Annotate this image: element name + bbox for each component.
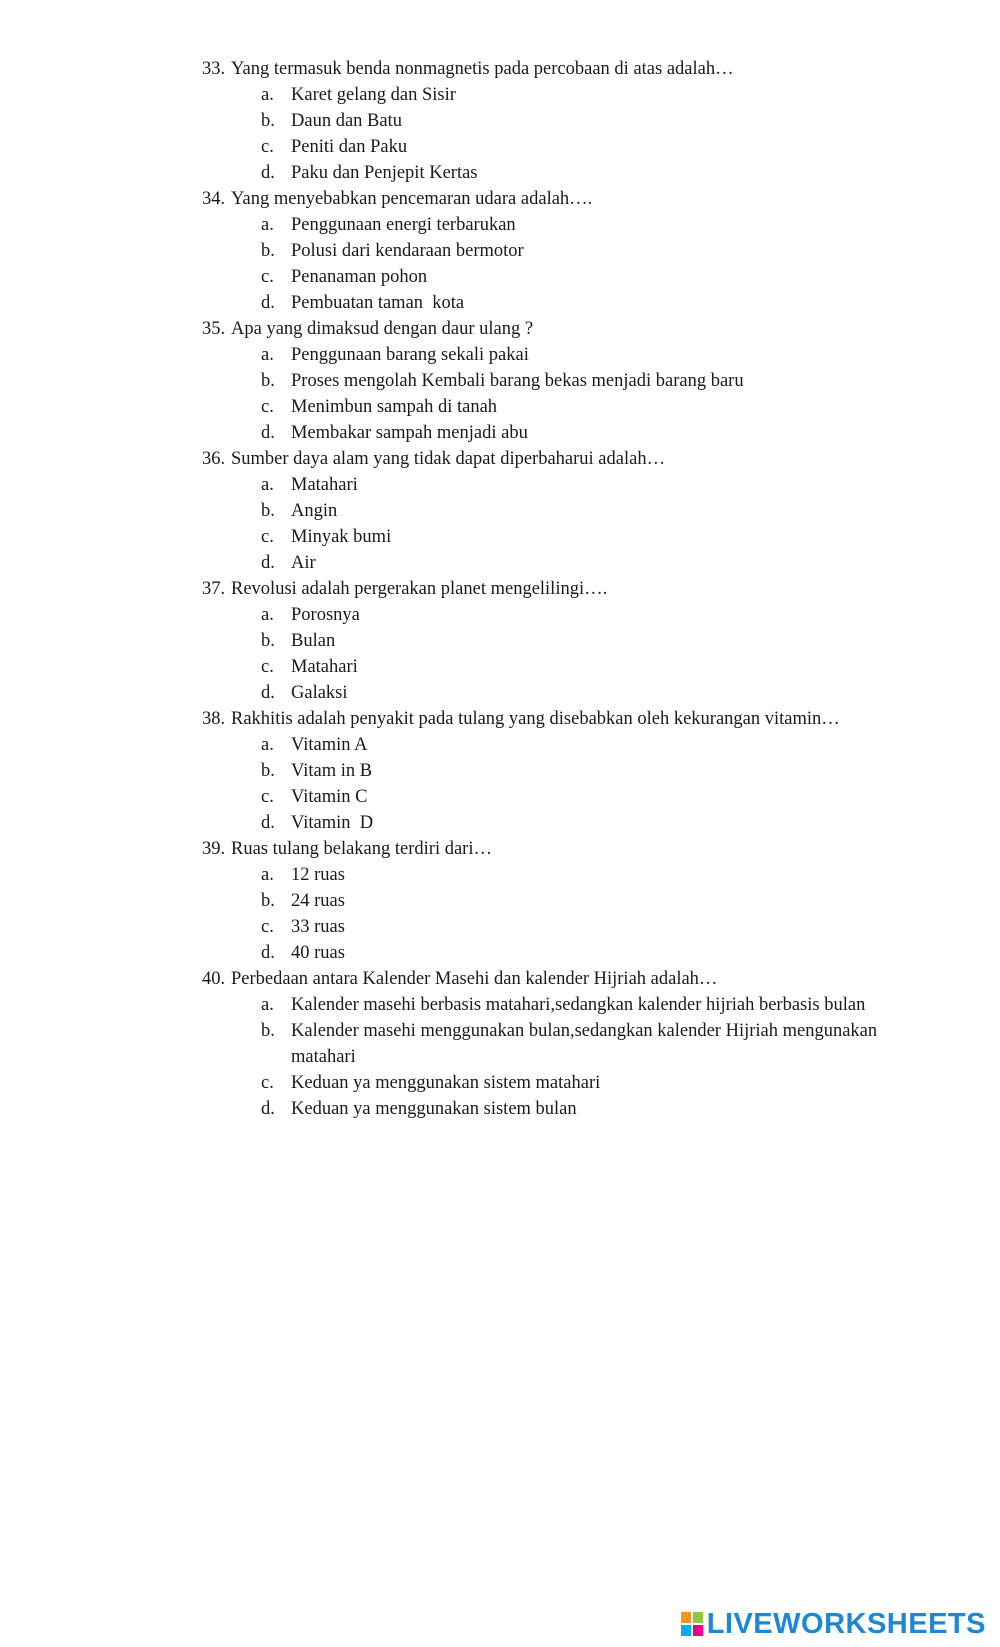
- option-letter: d.: [261, 423, 275, 443]
- option-list: [202, 82, 922, 186]
- question-number: 35.: [202, 319, 226, 339]
- option-letter: a.: [261, 345, 274, 365]
- option-text: Menimbun sampah di tanah: [291, 397, 498, 417]
- option-letter: c.: [261, 137, 274, 157]
- option-text: Paku dan Penjepit Kertas: [291, 163, 478, 183]
- option-text: Keduan ya menggunakan sistem matahari: [291, 1073, 601, 1093]
- question-item: [202, 446, 922, 576]
- question-item: [202, 56, 922, 186]
- option-letter: c.: [261, 657, 274, 677]
- question-list: [202, 56, 922, 1122]
- option-list: [202, 212, 922, 316]
- option-letter: b.: [261, 501, 275, 521]
- option-list: [202, 602, 922, 706]
- option-letter: a.: [261, 215, 274, 235]
- option-text: Pembuatan taman kota: [291, 293, 465, 313]
- question-text-row: [202, 706, 922, 732]
- option-list: [202, 342, 922, 446]
- answer-option: [202, 602, 922, 628]
- option-letter: c.: [261, 267, 274, 287]
- question-number: 40.: [202, 969, 226, 989]
- question-prompt: Yang termasuk benda nonmagnetis pada percobaan di atas adalah…: [231, 59, 734, 79]
- option-letter: b.: [261, 1021, 275, 1041]
- question-prompt: Ruas tulang belakang terdiri dari…: [231, 839, 492, 859]
- answer-option: [202, 290, 922, 316]
- option-text: Air: [291, 553, 316, 573]
- answer-option: [202, 108, 922, 134]
- option-letter: b.: [261, 761, 275, 781]
- question-prompt: Yang menyebabkan pencemaran udara adalah….: [231, 189, 593, 209]
- option-text: Keduan ya menggunakan sistem bulan: [291, 1099, 577, 1119]
- answer-option: [202, 498, 922, 524]
- answer-option: [202, 1018, 922, 1070]
- option-letter: d.: [261, 683, 275, 703]
- option-letter: b.: [261, 371, 275, 391]
- answer-option: [202, 680, 922, 706]
- answer-option: [202, 524, 922, 550]
- answer-option: [202, 342, 922, 368]
- answer-option: [202, 368, 922, 394]
- question-text-row: [202, 966, 922, 992]
- option-letter: b.: [261, 631, 275, 651]
- option-list: [202, 862, 922, 966]
- option-text: Polusi dari kendaraan bermotor: [291, 241, 524, 261]
- option-text: Penanaman pohon: [291, 267, 428, 287]
- question-text-row: [202, 576, 922, 602]
- option-letter: a.: [261, 605, 274, 625]
- answer-option: [202, 654, 922, 680]
- question-item: [202, 706, 922, 836]
- option-letter: a.: [261, 475, 274, 495]
- question-text-row: [202, 316, 922, 342]
- answer-option: [202, 628, 922, 654]
- option-text: Bulan: [291, 631, 336, 651]
- question-prompt: Revolusi adalah pergerakan planet mengelilingi….: [231, 579, 608, 599]
- option-letter: d.: [261, 163, 275, 183]
- option-letter: b.: [261, 891, 275, 911]
- answer-option: [202, 472, 922, 498]
- option-letter: a.: [261, 85, 274, 105]
- option-letter: b.: [261, 241, 275, 261]
- question-item: [202, 316, 922, 446]
- question-text-row: [202, 56, 922, 82]
- option-letter: c.: [261, 917, 274, 937]
- option-letter: b.: [261, 111, 275, 131]
- option-text: Angin: [291, 501, 338, 521]
- answer-option: [202, 1070, 922, 1096]
- answer-option: [202, 160, 922, 186]
- answer-option: [202, 1096, 922, 1122]
- answer-option: [202, 992, 922, 1018]
- question-prompt: Rakhitis adalah penyakit pada tulang yang disebabkan oleh kekurangan vitamin…: [231, 709, 840, 729]
- answer-option: [202, 732, 922, 758]
- option-text: Vitamin D: [291, 813, 374, 833]
- question-prompt: Apa yang dimaksud dengan daur ulang ?: [231, 319, 534, 339]
- option-text: Membakar sampah menjadi abu: [291, 423, 528, 443]
- question-prompt: Sumber daya alam yang tidak dapat diperbaharui adalah…: [231, 449, 666, 469]
- answer-option: [202, 914, 922, 940]
- answer-option: [202, 862, 922, 888]
- option-letter: d.: [261, 293, 275, 313]
- option-letter: d.: [261, 553, 275, 573]
- option-text: Daun dan Batu: [291, 111, 402, 131]
- question-item: [202, 186, 922, 316]
- answer-option: [202, 420, 922, 446]
- answer-option: [202, 784, 922, 810]
- question-text-row: [202, 836, 922, 862]
- option-text: Matahari: [291, 657, 358, 677]
- option-list: [202, 992, 922, 1122]
- liveworksheets-logo-icon: [681, 1612, 703, 1636]
- option-letter: a.: [261, 865, 274, 885]
- option-letter: c.: [261, 527, 274, 547]
- option-list: [202, 472, 922, 576]
- option-text: Matahari: [291, 475, 358, 495]
- answer-option: [202, 212, 922, 238]
- question-number: 37.: [202, 579, 226, 599]
- question-prompt: Perbedaan antara Kalender Masehi dan kalender Hijriah adalah…: [231, 969, 718, 989]
- answer-option: [202, 758, 922, 784]
- answer-option: [202, 888, 922, 914]
- question-item: [202, 836, 922, 966]
- option-text: Kalender masehi berbasis matahari,sedangkan kalender hijriah berbasis bulan: [291, 995, 866, 1015]
- option-text: Proses mengolah Kembali barang bekas menjadi barang baru: [291, 371, 744, 391]
- answer-option: [202, 134, 922, 160]
- question-number: 33.: [202, 59, 226, 79]
- answer-option: [202, 810, 922, 836]
- option-text: Kalender masehi menggunakan bulan,sedangkan kalender Hijriah mengunakan matahari: [291, 1021, 882, 1067]
- question-item: [202, 576, 922, 706]
- option-text: Minyak bumi: [291, 527, 392, 547]
- option-text: Vitam in B: [291, 761, 373, 781]
- question-number: 39.: [202, 839, 226, 859]
- option-letter: d.: [261, 1099, 275, 1119]
- option-letter: c.: [261, 1073, 274, 1093]
- option-letter: a.: [261, 735, 274, 755]
- option-text: Vitamin C: [291, 787, 368, 807]
- option-text: 40 ruas: [291, 943, 345, 963]
- option-text: Penggunaan energi terbarukan: [291, 215, 516, 235]
- option-text: 24 ruas: [291, 891, 345, 911]
- question-number: 36.: [202, 449, 226, 469]
- liveworksheets-brand: [681, 1607, 986, 1641]
- option-letter: a.: [261, 995, 274, 1015]
- answer-option: [202, 82, 922, 108]
- option-text: 33 ruas: [291, 917, 345, 937]
- option-text: Vitamin A: [291, 735, 368, 755]
- answer-option: [202, 394, 922, 420]
- option-letter: d.: [261, 943, 275, 963]
- option-letter: c.: [261, 397, 274, 417]
- answer-option: [202, 238, 922, 264]
- answer-option: [202, 550, 922, 576]
- question-item: [202, 966, 922, 1122]
- option-text: Peniti dan Paku: [291, 137, 408, 157]
- option-text: Karet gelang dan Sisir: [291, 85, 456, 105]
- option-text: Penggunaan barang sekali pakai: [291, 345, 529, 365]
- option-list: [202, 732, 922, 836]
- option-letter: c.: [261, 787, 274, 807]
- question-text-row: [202, 446, 922, 472]
- question-number: 38.: [202, 709, 226, 729]
- option-text: Galaksi: [291, 683, 348, 703]
- answer-option: [202, 940, 922, 966]
- question-number: 34.: [202, 189, 226, 209]
- question-text-row: [202, 186, 922, 212]
- option-text: Porosnya: [291, 605, 360, 625]
- brand-text: LIVEWORKSHEETS: [706, 1607, 986, 1640]
- answer-option: [202, 264, 922, 290]
- option-letter: d.: [261, 813, 275, 833]
- option-text: 12 ruas: [291, 865, 345, 885]
